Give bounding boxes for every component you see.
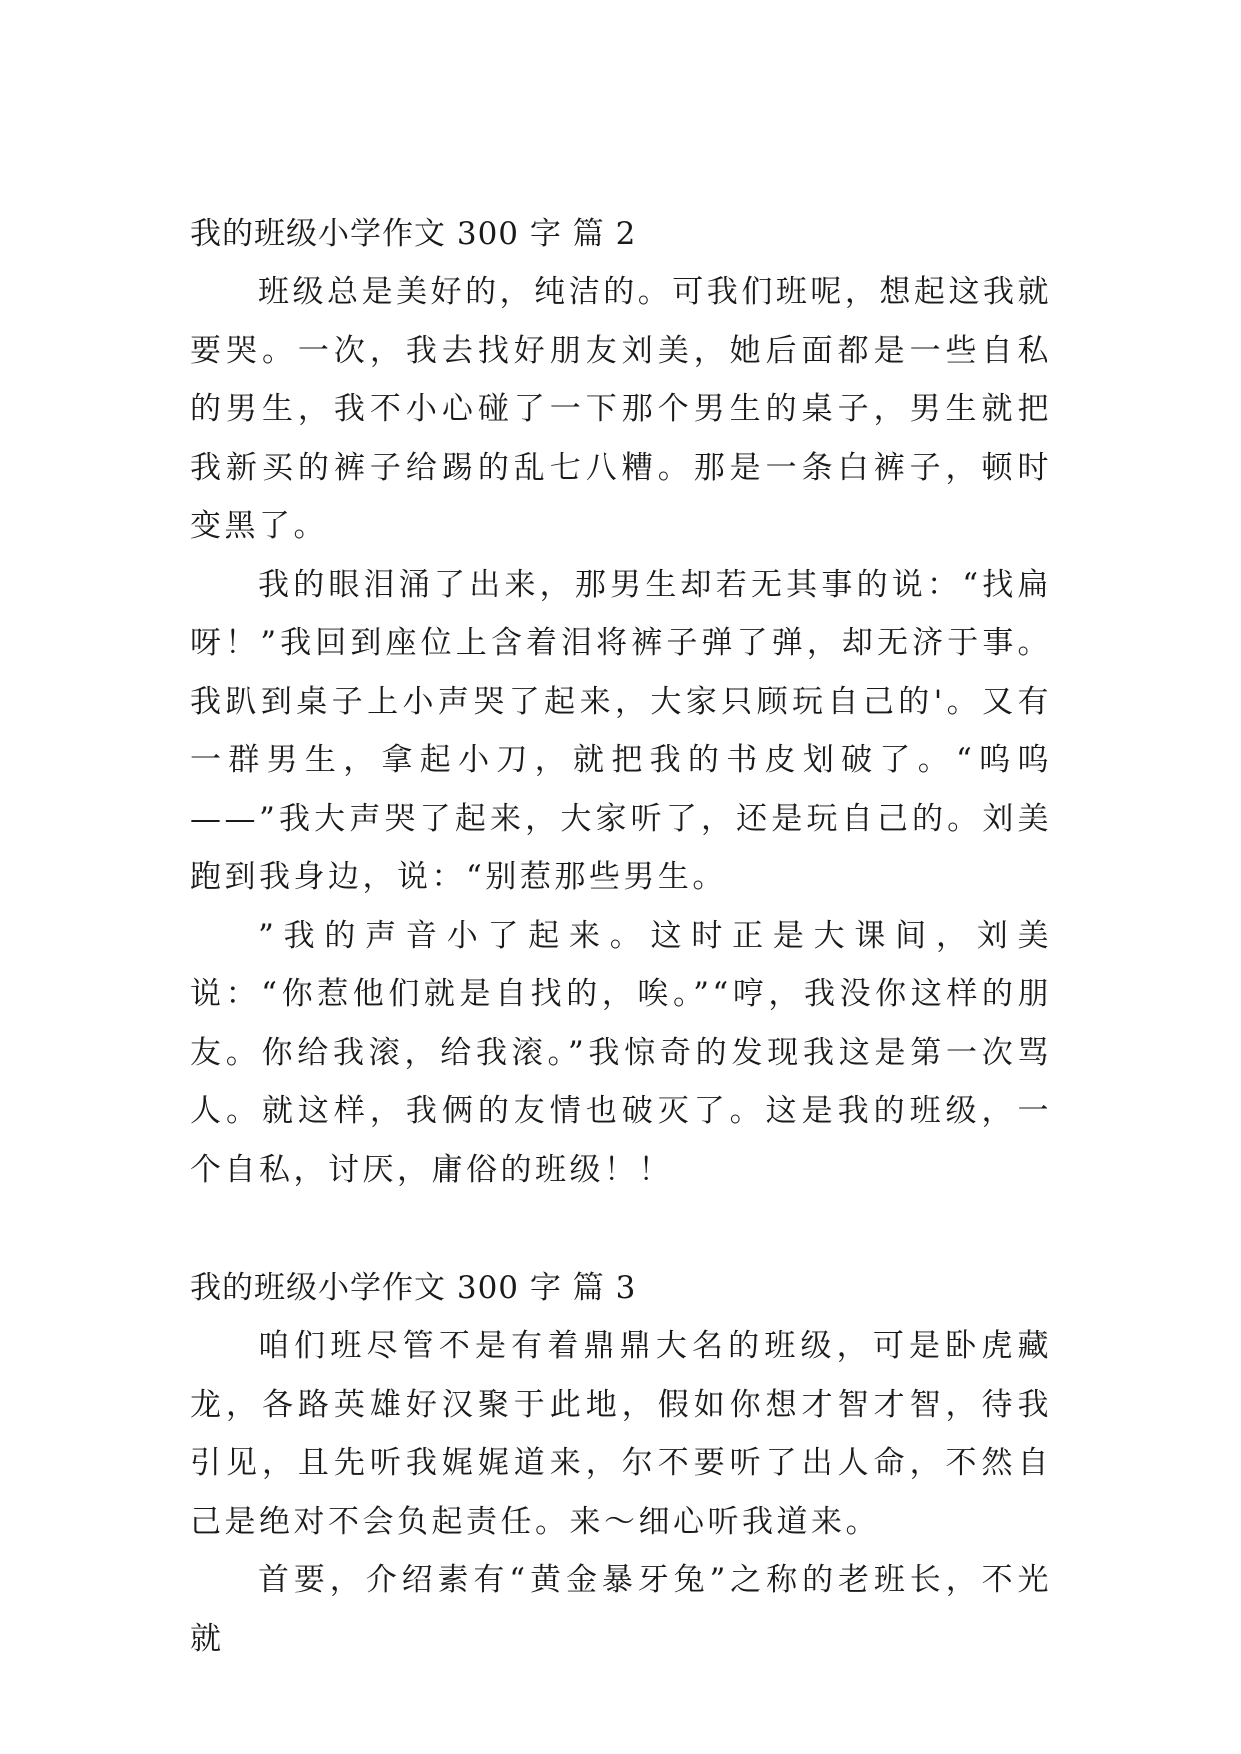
section-heading: 我的班级小学作文 300 字 篇 3 [190,1270,637,1306]
section-heading: 我的班级小学作文 300 字 篇 2 [190,216,637,252]
document-page [190,205,1052,1668]
paragraph: 首要，介绍素有“黄金暴牙兔”之称的老班长，不光就 [190,1562,1052,1657]
essay-section-2 [190,205,1052,1199]
paragraph: 班级总是美好的，纯洁的。可我们班呢，想起这我就要哭。一次，我去找好朋友刘美，她后面都是一些自私的男生，我不小心碰了一下那个男生的桌子，男生就把我新买的裤子给踢的乱七八糟。那是一条白裤子，顿时变黑了。 [190,274,1052,544]
essay-section-3 [190,1259,1052,1668]
paragraph: ”我的声音小了起来。这时正是大课间，刘美说：“你惹他们就是自找的，唉。”“哼，我没你这样的朋友。你给我滚，给我滚。”我惊奇的发现我这是第一次骂人。就这样，我俩的友情也破灭了。这是我的班级，一个自私，讨厌，庸俗的班级！！ [190,917,1052,1188]
paragraph: 咱们班尽管不是有着鼎鼎大名的班级，可是卧虎藏龙，各路英雄好汉聚于此地，假如你想才智才智，待我引见，且先听我娓娓道来，尔不要听了出人命，不然自己是绝对不会负起责任。来～细心听我道来。 [190,1328,1052,1540]
paragraph: 我的眼泪涌了出来，那男生却若无其事的说：“找扁呀！”我回到座位上含着泪将裤子弹了弹，却无济于事。我趴到桌子上小声哭了起来，大家只顾玩自己的'。又有一群男生，拿起小刀，就把我的书皮划破了。“呜呜——”我大声哭了起来，大家听了，还是玩自己的。刘美跑到我身边，说：“别惹那些男生。 [190,566,1052,895]
section-spacer [190,1199,1052,1259]
